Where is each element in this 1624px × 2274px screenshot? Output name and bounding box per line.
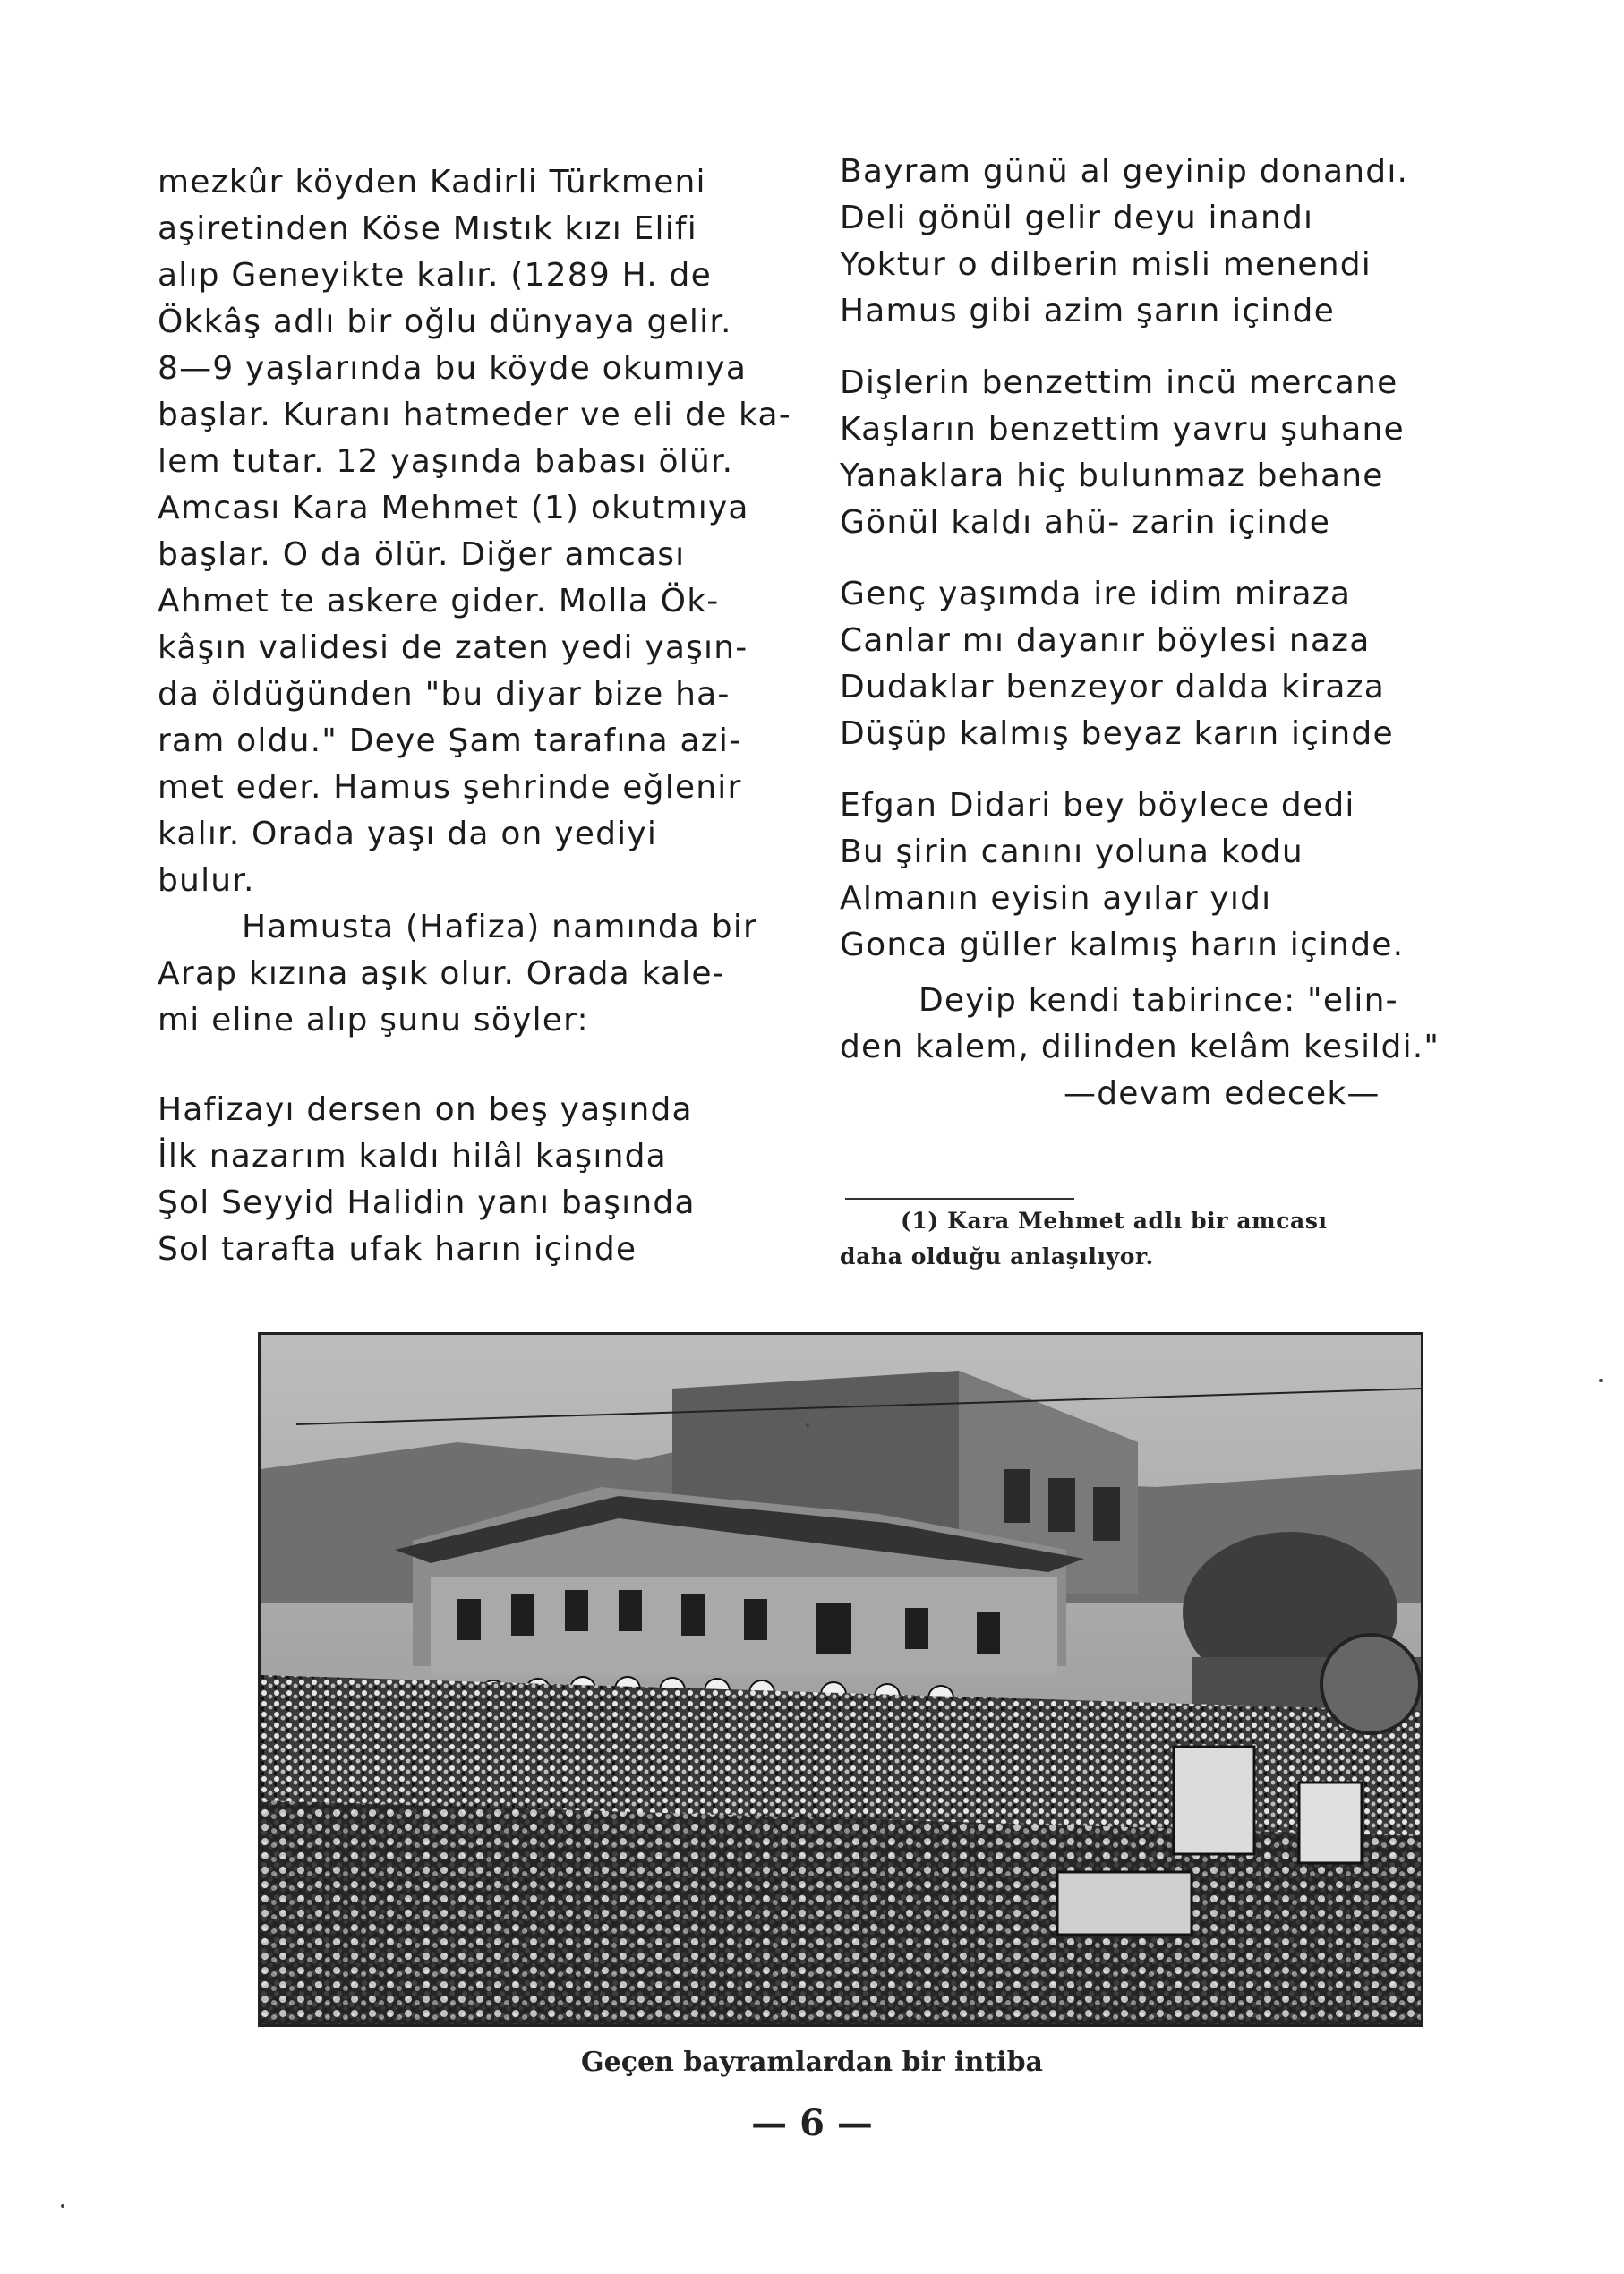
text-line: kâşın validesi de zaten yedi yaşın- (158, 629, 748, 666)
continued-note: —devam edecek— (1064, 1075, 1380, 1112)
text-line: Ahmet te askere gider. Molla Ök- (158, 583, 720, 620)
text-line: Amcası Kara Mehmet (1) okutmıya (158, 490, 749, 526)
text-line: mi eline alıp şunu söyler: (158, 1002, 589, 1039)
text-line: lem tutar. 12 yaşında babası ölür. (158, 443, 734, 480)
text-line: bulur. (158, 862, 255, 899)
text-line: Deyip kendi tabirince: "elin- (919, 982, 1398, 1019)
right-column (840, 149, 1502, 1117)
verse-line: Almanın eyisin ayılar yıdı (840, 880, 1272, 917)
prose-paragraph-2 (77, 904, 820, 1044)
photo-image (261, 1335, 1421, 2024)
verse-line: Kaşların benzettim yavru şuhane (840, 411, 1405, 448)
text-line: mezkûr köyden Kadirli Türkmeni (158, 164, 706, 201)
poem-stanza (158, 1087, 820, 1273)
verse-line: Efgan Didari bey böylece dedi (840, 787, 1355, 824)
text-line: alıp Geneyikte kalır. (1289 H. de (158, 257, 712, 294)
text-line: met eder. Hamus şehrinde eğlenir (158, 769, 742, 806)
poem-stanza-4 (840, 782, 1502, 969)
verse-line: Gonca güller kalmış harın içinde. (840, 927, 1405, 963)
text-line: den kalem, dilinden kelâm kesildi." (840, 1029, 1440, 1065)
prose-paragraph (158, 159, 820, 904)
verse-line: Hamus gibi azim şarın içinde (840, 293, 1335, 329)
scan-speck (1599, 1379, 1603, 1382)
text-line: ram oldu." Deye Şam tarafına azi- (158, 722, 742, 759)
poem-stanza-3 (840, 571, 1502, 757)
left-column (158, 159, 820, 1273)
verse-line: Yoktur o dilberin misli menendi (840, 246, 1372, 283)
footnote (840, 1203, 1328, 1275)
text-line: aşiretinden Köse Mıstık kızı Elifi (158, 210, 698, 247)
text-line: Hamusta (Hafiza) namında bir (242, 909, 758, 945)
verse-line: Şol Seyyid Halidin yanı başında (158, 1184, 696, 1221)
verse-line: İlk nazarım kaldı hilâl kaşında (158, 1138, 667, 1175)
verse-line: Genç yaşımda ire idim miraza (840, 576, 1352, 612)
verse-line: Bayram günü al geyinip donandı. (840, 153, 1409, 190)
festival-photo (258, 1332, 1423, 2027)
verse-line: Düşüp kalmış beyaz karın içinde (840, 715, 1394, 752)
verse-line: Yanaklara hiç bulunmaz behane (840, 457, 1384, 494)
verse-line: Deli gönül gelir deyu inandı (840, 200, 1314, 236)
text-line: Ökkâş adlı bir oğlu dünyaya gelir. (158, 303, 732, 340)
photo-caption: Geçen bayramlardan bir intiba (581, 2047, 1043, 2078)
verse-line: Dişlerin benzettim incü mercane (840, 364, 1398, 401)
verse-line: Dudaklar benzeyor dalda kiraza (840, 669, 1385, 705)
footnote-line: daha olduğu anlaşılıyor. (840, 1244, 1154, 1270)
text-line: 8—9 yaşlarında bu köyde okumıya (158, 350, 748, 387)
closing-paragraph (840, 978, 1502, 1117)
footnote-rule (845, 1198, 1074, 1200)
verse-line: Sol tarafta ufak harın içinde (158, 1231, 637, 1268)
footnote-line: (1) Kara Mehmet adlı bir amcası (901, 1208, 1328, 1234)
text-line: kalır. Orada yaşı da on yediyi (158, 816, 658, 852)
poem-stanza-2 (840, 360, 1502, 546)
verse-line: Gönül kaldı ahü- zarin içinde (840, 504, 1331, 541)
verse-line: Hafizayı dersen on beş yaşında (158, 1091, 693, 1128)
text-line: Arap kızına aşık olur. Orada kale- (158, 955, 725, 992)
verse-line: Bu şirin canını yoluna kodu (840, 834, 1303, 870)
poem-stanza-1 (840, 149, 1502, 335)
text-line: başlar. Kuranı hatmeder ve eli de ka- (158, 397, 791, 433)
text-line: da öldüğünden "bu diyar bize ha- (158, 676, 731, 713)
verse-line: Canlar mı dayanır böylesi naza (840, 622, 1371, 659)
text-line: başlar. O da ölür. Diğer amcası (158, 536, 686, 573)
page-number: — 6 — (751, 2102, 873, 2144)
scan-speck (806, 1423, 809, 1427)
scan-speck (61, 2204, 64, 2208)
